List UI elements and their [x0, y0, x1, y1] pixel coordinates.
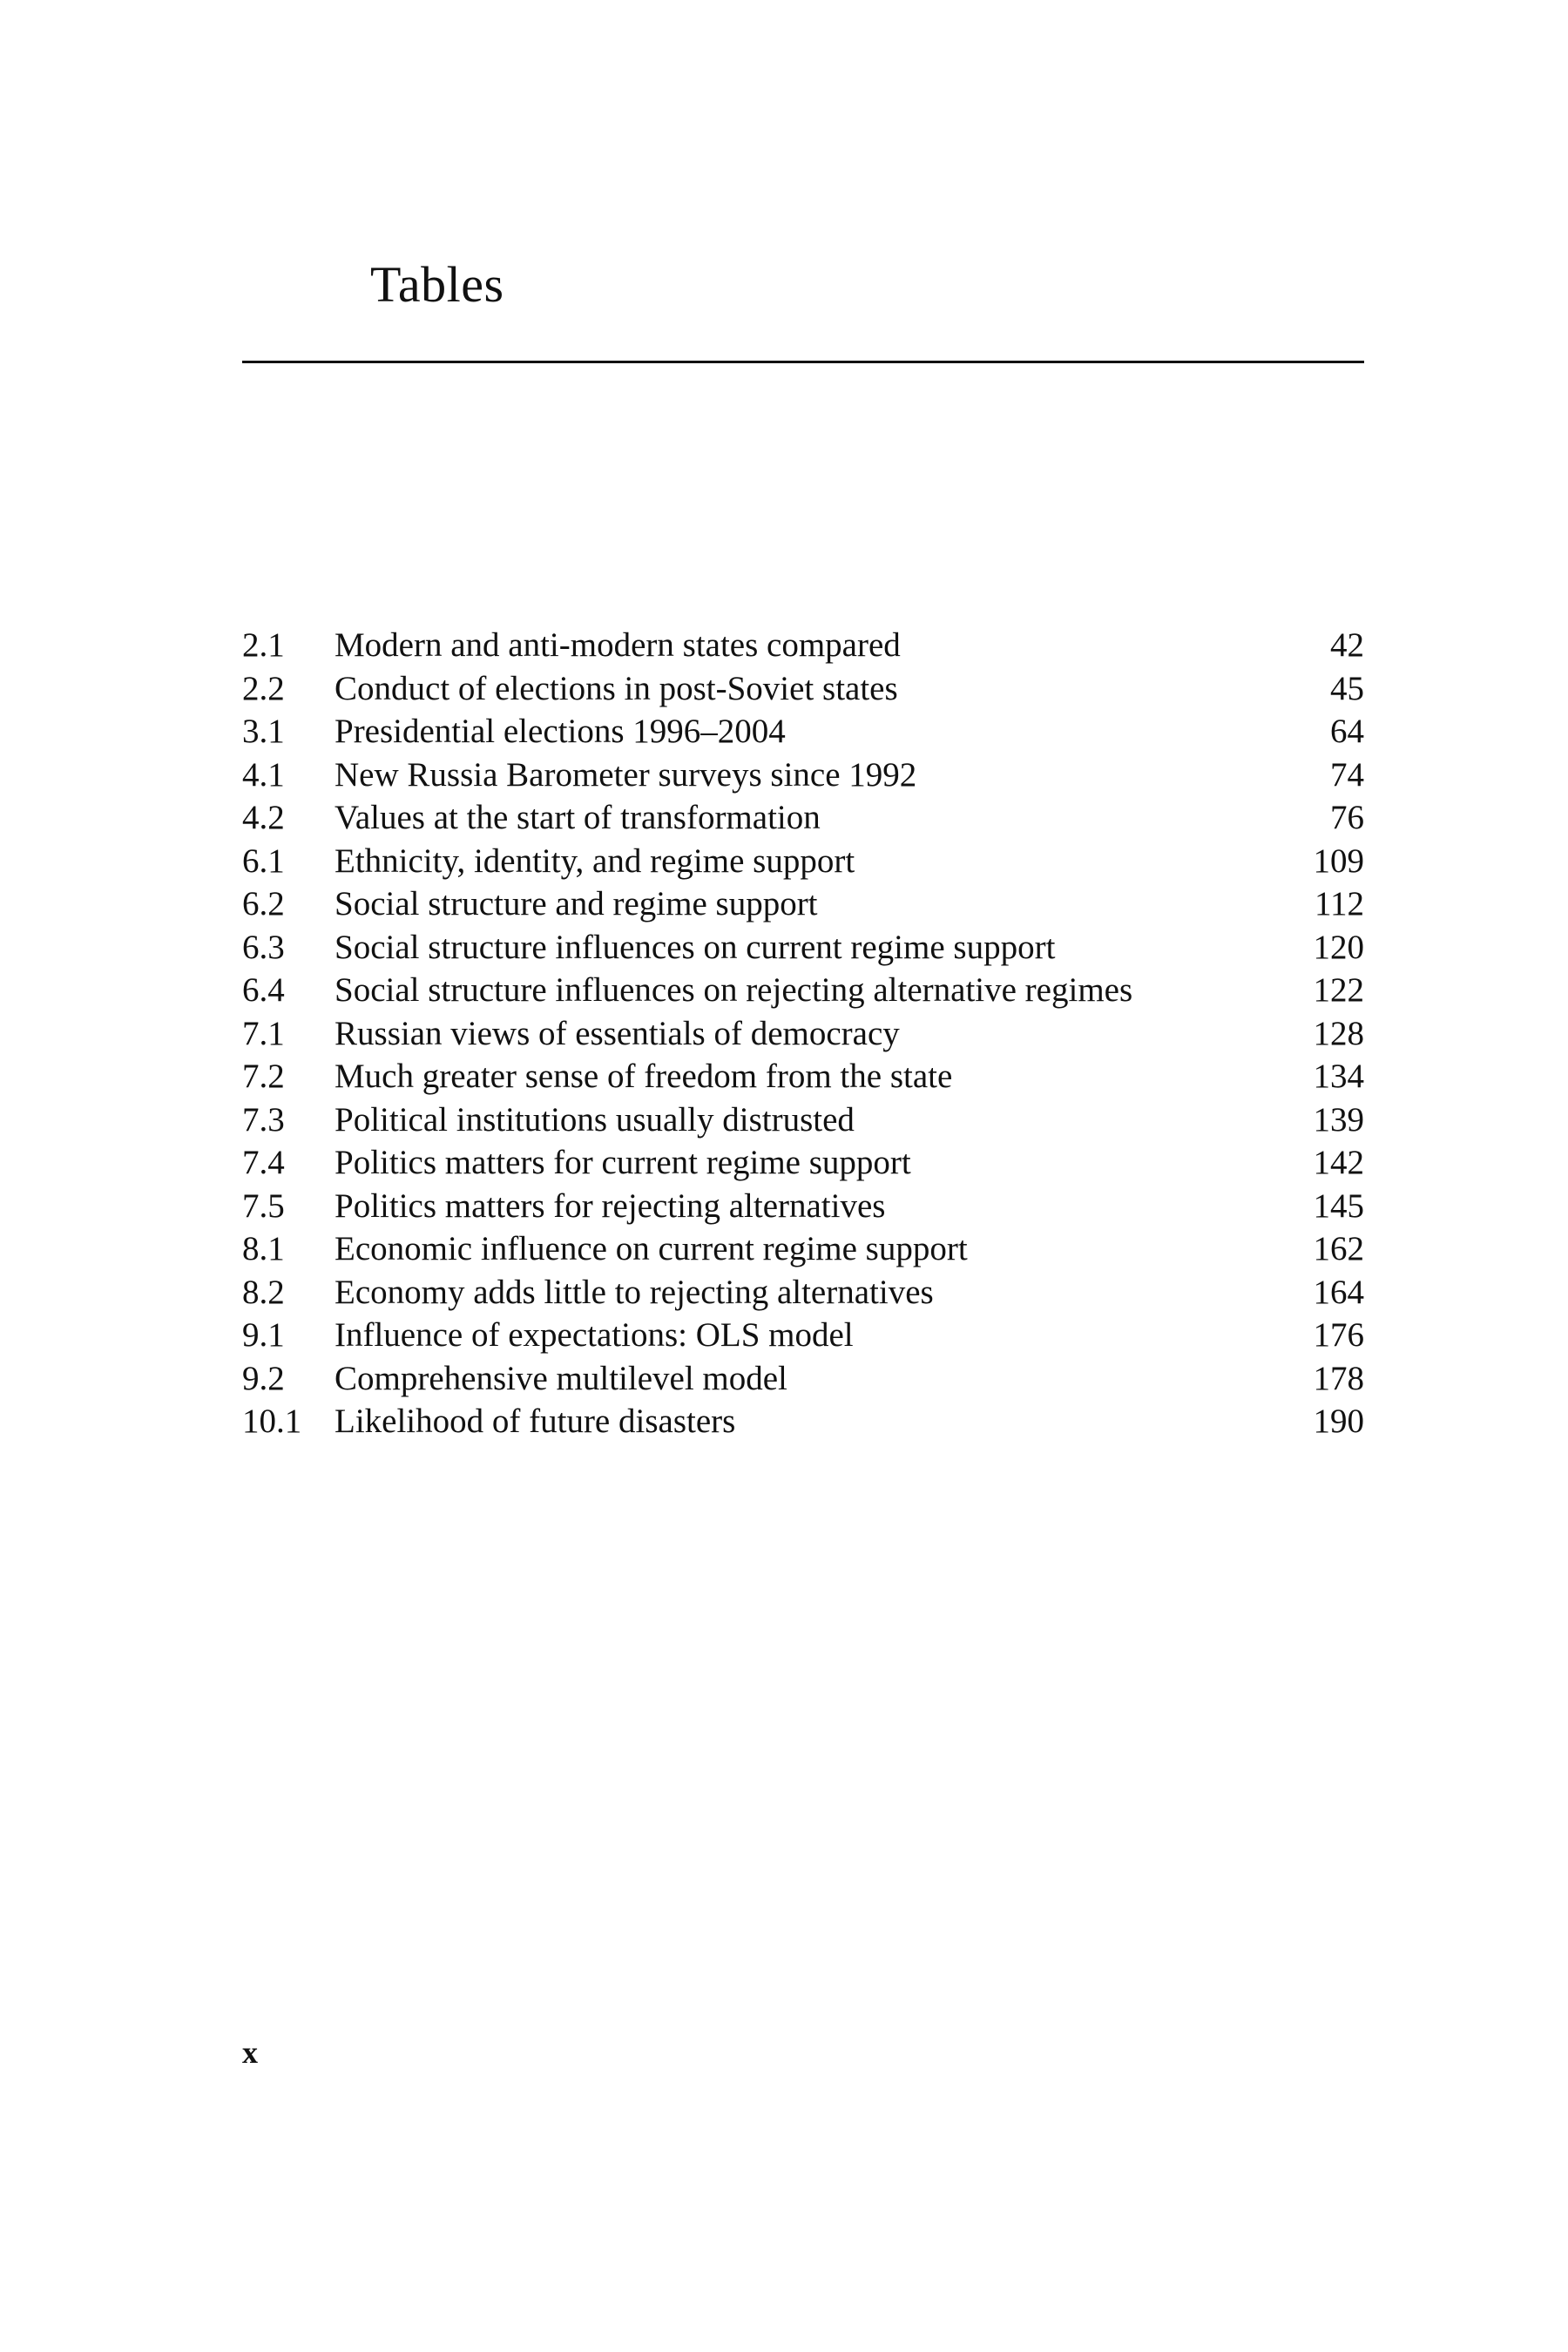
table-title: Much greater sense of freedom from the state: [335, 1058, 953, 1095]
table-number: 6.1: [242, 841, 285, 880]
table-title: Influence of expectations: OLS model: [335, 1316, 854, 1354]
table-number: 3.1: [242, 713, 285, 750]
table-title: New Russia Barometer surveys since 1992: [335, 755, 917, 794]
table-page-number: 122: [1313, 971, 1364, 1009]
table-page-number: 145: [1313, 1186, 1364, 1225]
table-title: Ethnicity, identity, and regime support: [335, 841, 855, 880]
table-page-number: 162: [1313, 1230, 1364, 1267]
table-page-number: 64: [1330, 713, 1364, 750]
table-title: Comprehensive multilevel model: [335, 1359, 787, 1397]
table-entry: [242, 1314, 1364, 1357]
table-number: 7.5: [242, 1186, 285, 1225]
table-title: Modern and anti-modern states compared: [335, 626, 901, 664]
table-entry: [242, 1357, 1364, 1401]
table-number: 9.2: [242, 1359, 285, 1397]
table-entry: [242, 1271, 1364, 1315]
table-title: Social structure influences on current regime support: [335, 928, 1056, 966]
table-number: 9.1: [242, 1316, 285, 1354]
table-entry: [242, 1098, 1364, 1142]
table-number: 8.2: [242, 1273, 285, 1311]
table-number: 7.1: [242, 1014, 285, 1052]
table-entry: [242, 926, 1364, 970]
table-title: Values at the start of transformation: [335, 799, 821, 836]
page-title: Tables: [370, 256, 504, 313]
table-page-number: 164: [1313, 1273, 1364, 1311]
table-title: Social structure influences on rejecting alternative regimes: [335, 971, 1133, 1009]
table-entry: [242, 710, 1364, 754]
table-title: Politics matters for rejecting alternatives: [335, 1186, 886, 1225]
table-entry: [242, 1400, 1364, 1443]
table-title: Politics matters for current regime support: [335, 1144, 911, 1181]
table-title: Economic influence on current regime support: [335, 1230, 968, 1267]
tables-list: [242, 624, 1364, 1443]
table-page-number: 134: [1313, 1058, 1364, 1095]
table-page-number: 176: [1313, 1316, 1364, 1354]
table-title: Political institutions usually distrusted: [335, 1100, 855, 1139]
table-page-number: 120: [1313, 928, 1364, 966]
table-number: 7.4: [242, 1144, 285, 1181]
table-page-number: 109: [1313, 841, 1364, 880]
table-title: Economy adds little to rejecting alternatives: [335, 1273, 934, 1311]
table-entry: [242, 796, 1364, 840]
title-rule: [242, 361, 1364, 363]
page-folio: x: [242, 2035, 258, 2070]
table-page-number: 190: [1313, 1402, 1364, 1440]
table-entry: [242, 754, 1364, 797]
table-title: Presidential elections 1996–2004: [335, 713, 786, 750]
table-entry: [242, 1185, 1364, 1228]
table-entry: [242, 882, 1364, 926]
table-entry: [242, 840, 1364, 883]
table-page-number: 128: [1313, 1014, 1364, 1052]
table-page-number: 76: [1330, 799, 1364, 836]
table-page-number: 178: [1313, 1359, 1364, 1397]
table-entry: [242, 1012, 1364, 1056]
table-number: 4.2: [242, 799, 285, 836]
table-number: 7.2: [242, 1058, 285, 1095]
table-title: Russian views of essentials of democracy: [335, 1014, 900, 1052]
table-entry: [242, 1141, 1364, 1185]
table-title: Social structure and regime support: [335, 885, 818, 923]
table-number: 4.1: [242, 755, 285, 794]
table-entry: [242, 969, 1364, 1012]
table-entry: [242, 1055, 1364, 1098]
table-number: 6.4: [242, 971, 285, 1009]
table-number: 10.1: [242, 1402, 302, 1440]
table-number: 8.1: [242, 1230, 285, 1267]
table-title: Conduct of elections in post-Soviet states: [335, 669, 898, 707]
table-number: 2.2: [242, 669, 285, 707]
table-title: Likelihood of future disasters: [335, 1402, 736, 1440]
table-number: 6.3: [242, 928, 285, 966]
table-number: 7.3: [242, 1100, 285, 1139]
table-number: 6.2: [242, 885, 285, 923]
table-entry: [242, 1227, 1364, 1271]
table-page-number: 112: [1314, 885, 1364, 923]
table-page-number: 45: [1330, 669, 1364, 707]
table-page-number: 139: [1313, 1100, 1364, 1139]
table-page-number: 74: [1330, 755, 1364, 794]
table-entry: [242, 667, 1364, 711]
table-page-number: 142: [1313, 1144, 1364, 1181]
table-entry: [242, 624, 1364, 667]
table-number: 2.1: [242, 626, 285, 664]
table-page-number: 42: [1330, 626, 1364, 664]
